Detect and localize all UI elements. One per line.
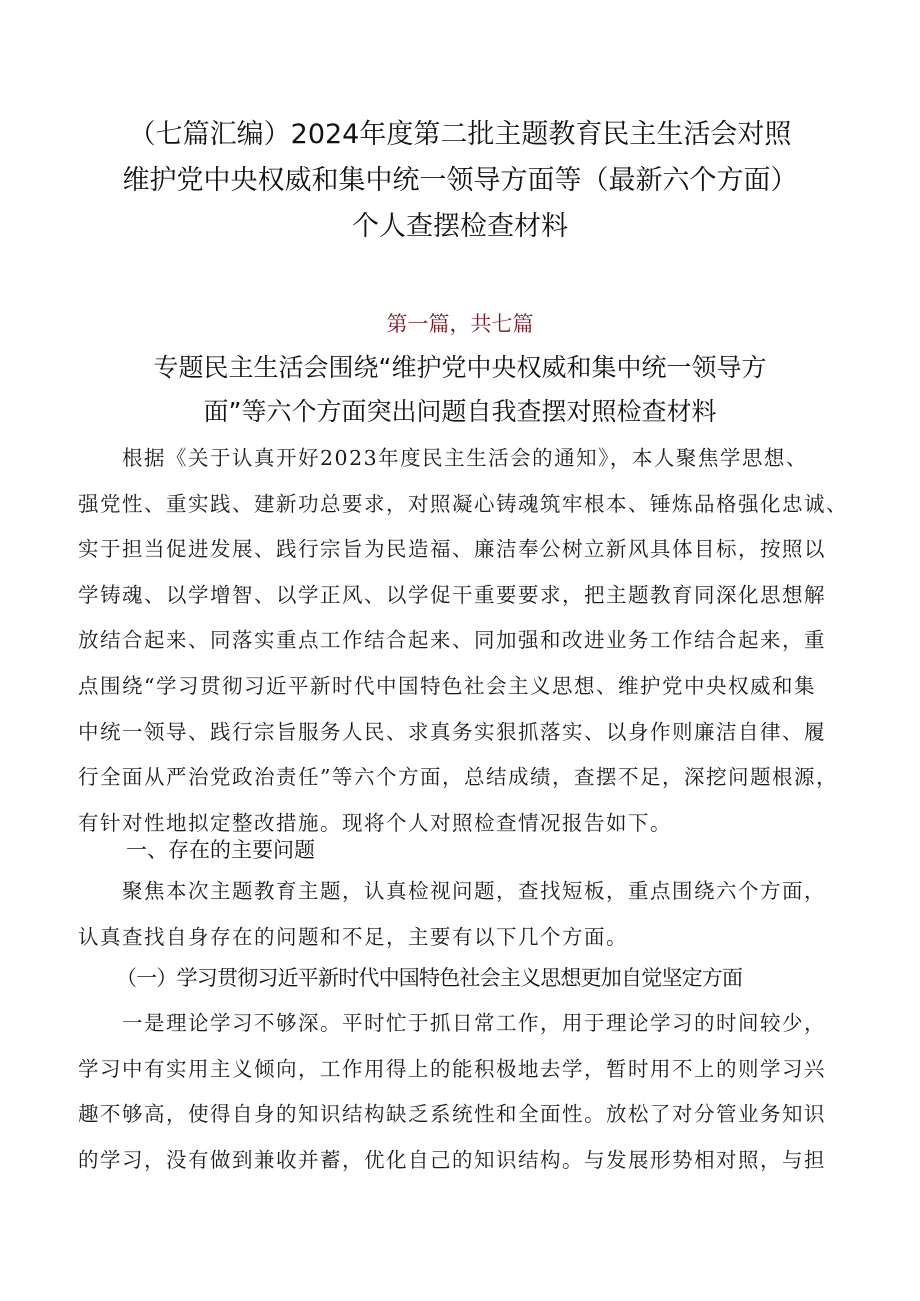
paragraph-line: 有针对性地拟定整改措施。现将个人对照检查情况报告如下。 bbox=[78, 810, 672, 835]
paragraph-line: 点围绕“学习贯彻习近平新时代中国特色社会主义思想、维护党中央权威和集 bbox=[78, 673, 816, 698]
paragraph-line: 强党性、重实践、建新功总要求，对照凝心铸魂筑牢根本、锤炼品格强化忠诚、 bbox=[78, 491, 848, 516]
document-title-line: （七篇汇编）2024年度第二批主题教育民主生活会对照 bbox=[128, 119, 792, 150]
paragraph-line: 的学习，没有做到兼收并蓄，优化自己的知识结构。与发展形势相对照，与担 bbox=[78, 1147, 826, 1172]
paragraph-line: 中统一领导、践行宗旨服务人民、求真务实狠抓落实、以身作则廉洁自律、履 bbox=[78, 719, 826, 744]
document-title-line: 维护党中央权威和集中统一领导方面等（最新六个方面） bbox=[122, 165, 798, 196]
paragraph-line: 放结合起来、同落实重点工作结合起来、同加强和改进业务工作结合起来，重 bbox=[78, 628, 826, 653]
paragraph-line: 实于担当促进发展、践行宗旨为民造福、廉洁奉公树立新风具体目标，按照以 bbox=[78, 537, 826, 562]
paragraph-line: 根据《关于认真开好2023年度民主生活会的通知》，本人聚焦学思想、 bbox=[78, 446, 808, 470]
document-title bbox=[60, 112, 860, 250]
paragraph-line: 学习中有实用主义倾向，工作用得上的能积极地去学，暂时用不上的则学习兴 bbox=[78, 1056, 826, 1081]
paragraph-line: 行全面从严治党政治责任”等六个方面，总结成绩，查摆不足，深挖问题根源， bbox=[78, 765, 838, 790]
subsection-heading: （一）学习贯彻习近平新时代中国特色社会主义思想更加自觉坚定方面 bbox=[116, 966, 743, 990]
intro-paragraph bbox=[78, 436, 858, 846]
document-title-line: 个人查摆检查材料 bbox=[352, 211, 568, 242]
paragraph-line: 学铸魂、以学增智、以学正风、以学促干重要要求，把主题教育同深化思想解 bbox=[78, 582, 826, 607]
section-one-paragraph bbox=[78, 869, 858, 960]
subsection-one-paragraph bbox=[78, 1001, 858, 1183]
article-title-line: 面”等六个方面突出问题自我查摆对照检查材料 bbox=[203, 397, 717, 426]
article-title bbox=[60, 346, 860, 434]
paragraph-line: 聚焦本次主题教育主题，认真检视问题，查找短板，重点围绕六个方面， bbox=[78, 879, 826, 903]
article-title-line: 专题民主生活会围绕“维护党中央权威和集中统一领导方 bbox=[153, 353, 767, 382]
paragraph-line: 认真查找自身存在的问题和不足，主要有以下几个方面。 bbox=[78, 924, 628, 949]
section-heading: 一、存在的主要问题 bbox=[126, 838, 315, 862]
paragraph-line: 趣不够高，使得自身的知识结构缺乏系统性和全面性。放松了对分管业务知识 bbox=[78, 1102, 826, 1127]
part-label: 第一篇，共七篇 bbox=[386, 312, 534, 336]
paragraph-line: 一是理论学习不够深。平时忙于抓日常工作，用于理论学习的时间较少， bbox=[78, 1011, 826, 1035]
